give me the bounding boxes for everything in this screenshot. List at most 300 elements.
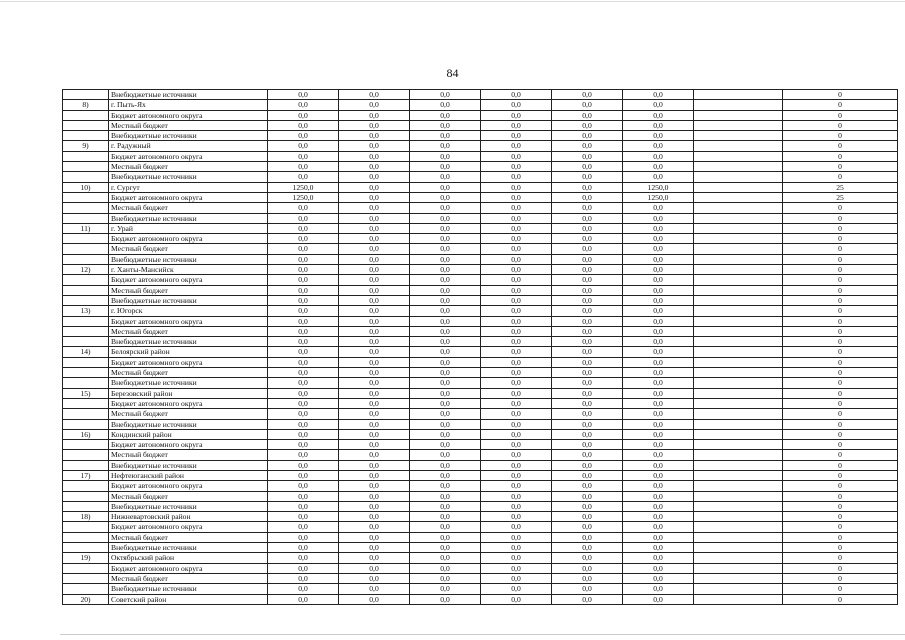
value-cell: 0,0 (481, 120, 552, 130)
table-row (63, 481, 898, 491)
last-value-cell: 0 (783, 481, 898, 491)
row-label: Внебюджетные источники (109, 584, 268, 594)
row-label: Бюджет автономного округа (109, 357, 268, 367)
value-cell: 0,0 (481, 553, 552, 563)
value-cell: 0,0 (339, 234, 410, 244)
table-row (63, 398, 898, 408)
row-index (63, 254, 109, 264)
last-value-cell: 0 (783, 285, 898, 295)
value-cell: 0,0 (552, 162, 623, 172)
value-cell: 0,0 (481, 563, 552, 573)
value-cell: 0,0 (623, 357, 694, 367)
last-value-cell: 0 (783, 254, 898, 264)
empty-cell (694, 512, 783, 522)
row-index: 18) (63, 512, 109, 522)
value-cell: 0,0 (481, 584, 552, 594)
last-value-cell: 0 (783, 244, 898, 254)
last-value-cell: 0 (783, 419, 898, 429)
value-cell: 0,0 (552, 223, 623, 233)
value-cell: 0,0 (623, 337, 694, 347)
value-cell: 0,0 (410, 429, 481, 439)
empty-cell (694, 481, 783, 491)
value-cell: 0,0 (552, 419, 623, 429)
value-cell: 0,0 (339, 90, 410, 100)
value-cell: 0,0 (552, 172, 623, 182)
empty-cell (694, 172, 783, 182)
value-cell: 0,0 (552, 388, 623, 398)
value-cell: 0,0 (623, 470, 694, 480)
empty-cell (694, 388, 783, 398)
row-index: 10) (63, 182, 109, 192)
table-row (63, 409, 898, 419)
value-cell: 0,0 (268, 172, 339, 182)
empty-cell (694, 563, 783, 573)
value-cell: 0,0 (268, 162, 339, 172)
value-cell: 0,0 (268, 460, 339, 470)
value-cell: 0,0 (410, 573, 481, 583)
table-row (63, 151, 898, 161)
table-row (63, 491, 898, 501)
value-cell: 0,0 (339, 347, 410, 357)
empty-cell (694, 419, 783, 429)
value-cell: 0,0 (623, 563, 694, 573)
table-row (63, 254, 898, 264)
value-cell: 0,0 (268, 553, 339, 563)
value-cell: 0,0 (339, 584, 410, 594)
value-cell: 0,0 (481, 419, 552, 429)
value-cell: 0,0 (268, 285, 339, 295)
value-cell: 0,0 (481, 398, 552, 408)
row-label: г. Сургут (109, 182, 268, 192)
value-cell: 0,0 (552, 553, 623, 563)
last-value-cell: 0 (783, 532, 898, 542)
value-cell: 0,0 (268, 429, 339, 439)
row-label: Внебюджетные источники (109, 90, 268, 100)
value-cell: 0,0 (623, 573, 694, 583)
table-row (63, 141, 898, 151)
row-index (63, 234, 109, 244)
row-index: 16) (63, 429, 109, 439)
value-cell: 0,0 (339, 594, 410, 604)
value-cell: 0,0 (268, 131, 339, 141)
last-value-cell: 0 (783, 326, 898, 336)
row-label: г. Ханты-Мансийск (109, 265, 268, 275)
value-cell: 0,0 (623, 234, 694, 244)
last-value-cell: 0 (783, 409, 898, 419)
value-cell: 0,0 (410, 594, 481, 604)
value-cell: 0,0 (481, 172, 552, 182)
value-cell: 0,0 (623, 378, 694, 388)
table-row (63, 90, 898, 100)
value-cell: 0,0 (410, 285, 481, 295)
value-cell: 0,0 (268, 491, 339, 501)
value-cell: 0,0 (552, 532, 623, 542)
last-value-cell: 0 (783, 563, 898, 573)
table-row (63, 450, 898, 460)
row-index (63, 131, 109, 141)
value-cell: 0,0 (623, 481, 694, 491)
empty-cell (694, 234, 783, 244)
row-label: Внебюджетные источники (109, 254, 268, 264)
value-cell: 0,0 (410, 553, 481, 563)
row-label: г. Пыть-Ях (109, 100, 268, 110)
value-cell: 0,0 (623, 151, 694, 161)
empty-cell (694, 316, 783, 326)
value-cell: 0,0 (410, 357, 481, 367)
row-label: Березовский район (109, 388, 268, 398)
value-cell: 0,0 (481, 265, 552, 275)
row-index: 15) (63, 388, 109, 398)
value-cell: 0,0 (623, 460, 694, 470)
value-cell: 0,0 (268, 573, 339, 583)
value-cell: 0,0 (623, 203, 694, 213)
value-cell: 0,0 (410, 234, 481, 244)
row-label: Советский район (109, 594, 268, 604)
value-cell: 0,0 (623, 90, 694, 100)
value-cell: 0,0 (410, 419, 481, 429)
empty-cell (694, 162, 783, 172)
value-cell: 0,0 (623, 100, 694, 110)
table-row (63, 419, 898, 429)
value-cell: 0,0 (410, 316, 481, 326)
row-label: Местный бюджет (109, 326, 268, 336)
empty-cell (694, 120, 783, 130)
value-cell: 0,0 (481, 182, 552, 192)
value-cell: 0,0 (268, 409, 339, 419)
empty-cell (694, 203, 783, 213)
value-cell: 0,0 (552, 100, 623, 110)
empty-cell (694, 378, 783, 388)
value-cell: 0,0 (339, 203, 410, 213)
table-row (63, 265, 898, 275)
value-cell: 0,0 (481, 347, 552, 357)
value-cell: 0,0 (410, 100, 481, 110)
table-row (63, 295, 898, 305)
value-cell: 0,0 (481, 295, 552, 305)
value-cell: 0,0 (268, 337, 339, 347)
value-cell: 0,0 (410, 398, 481, 408)
value-cell: 0,0 (623, 172, 694, 182)
row-index (63, 326, 109, 336)
value-cell: 0,0 (481, 522, 552, 532)
value-cell: 0,0 (339, 419, 410, 429)
empty-cell (694, 141, 783, 151)
value-cell: 0,0 (481, 512, 552, 522)
value-cell: 0,0 (410, 512, 481, 522)
value-cell: 0,0 (552, 450, 623, 460)
value-cell: 0,0 (623, 398, 694, 408)
value-cell: 0,0 (481, 532, 552, 542)
value-cell: 0,0 (268, 110, 339, 120)
row-index (63, 172, 109, 182)
value-cell: 0,0 (481, 543, 552, 553)
value-cell: 0,0 (410, 501, 481, 511)
last-value-cell: 0 (783, 584, 898, 594)
value-cell: 0,0 (481, 491, 552, 501)
value-cell: 0,0 (268, 244, 339, 254)
value-cell: 0,0 (410, 368, 481, 378)
row-index (63, 543, 109, 553)
row-label: Бюджет автономного округа (109, 275, 268, 285)
row-index (63, 440, 109, 450)
value-cell: 0,0 (481, 378, 552, 388)
value-cell: 0,0 (410, 440, 481, 450)
last-value-cell: 0 (783, 100, 898, 110)
empty-cell (694, 368, 783, 378)
row-index (63, 275, 109, 285)
value-cell: 0,0 (481, 368, 552, 378)
row-index (63, 450, 109, 460)
empty-cell (694, 594, 783, 604)
value-cell: 0,0 (410, 141, 481, 151)
value-cell: 0,0 (268, 450, 339, 460)
value-cell: 0,0 (481, 470, 552, 480)
value-cell: 0,0 (623, 131, 694, 141)
empty-cell (694, 532, 783, 542)
row-label: Кондинский район (109, 429, 268, 439)
last-value-cell: 0 (783, 594, 898, 604)
value-cell: 0,0 (552, 470, 623, 480)
last-value-cell: 0 (783, 131, 898, 141)
value-cell: 1250,0 (623, 182, 694, 192)
value-cell: 0,0 (552, 90, 623, 100)
value-cell: 0,0 (339, 543, 410, 553)
table-row (63, 553, 898, 563)
value-cell: 0,0 (623, 275, 694, 285)
row-index (63, 501, 109, 511)
empty-cell (694, 275, 783, 285)
value-cell: 0,0 (481, 501, 552, 511)
value-cell: 0,0 (481, 275, 552, 285)
row-index (63, 419, 109, 429)
value-cell: 0,0 (339, 265, 410, 275)
empty-cell (694, 223, 783, 233)
value-cell: 0,0 (268, 388, 339, 398)
value-cell: 0,0 (552, 203, 623, 213)
value-cell: 0,0 (481, 594, 552, 604)
value-cell: 0,0 (623, 388, 694, 398)
value-cell: 0,0 (339, 306, 410, 316)
value-cell: 0,0 (339, 532, 410, 542)
value-cell: 0,0 (623, 584, 694, 594)
value-cell: 0,0 (268, 295, 339, 305)
value-cell: 0,0 (268, 347, 339, 357)
last-value-cell: 0 (783, 120, 898, 130)
value-cell: 0,0 (552, 347, 623, 357)
table-row (63, 203, 898, 213)
row-index (63, 90, 109, 100)
row-label: Местный бюджет (109, 203, 268, 213)
last-value-cell: 0 (783, 90, 898, 100)
row-label: Бюджет автономного округа (109, 563, 268, 573)
value-cell: 0,0 (552, 285, 623, 295)
row-index (63, 337, 109, 347)
value-cell: 0,0 (481, 110, 552, 120)
value-cell: 0,0 (481, 244, 552, 254)
table-row (63, 573, 898, 583)
value-cell: 0,0 (339, 100, 410, 110)
value-cell: 0,0 (268, 141, 339, 151)
table-row (63, 347, 898, 357)
value-cell: 0,0 (339, 110, 410, 120)
value-cell: 0,0 (410, 388, 481, 398)
value-cell: 0,0 (268, 470, 339, 480)
row-label: Местный бюджет (109, 120, 268, 130)
table-row (63, 100, 898, 110)
row-index (63, 110, 109, 120)
value-cell: 0,0 (339, 563, 410, 573)
row-index: 20) (63, 594, 109, 604)
value-cell: 0,0 (268, 306, 339, 316)
value-cell: 0,0 (339, 573, 410, 583)
value-cell: 0,0 (410, 120, 481, 130)
value-cell: 0,0 (339, 131, 410, 141)
row-label: Белоярский район (109, 347, 268, 357)
value-cell: 0,0 (552, 594, 623, 604)
value-cell: 0,0 (268, 151, 339, 161)
value-cell: 0,0 (410, 543, 481, 553)
value-cell: 0,0 (623, 347, 694, 357)
value-cell: 0,0 (481, 151, 552, 161)
last-value-cell: 0 (783, 357, 898, 367)
value-cell: 0,0 (623, 409, 694, 419)
row-label: Бюджет автономного округа (109, 110, 268, 120)
value-cell: 0,0 (410, 90, 481, 100)
last-value-cell: 0 (783, 347, 898, 357)
row-label: Внебюджетные источники (109, 213, 268, 223)
last-value-cell: 0 (783, 203, 898, 213)
empty-cell (694, 131, 783, 141)
last-value-cell: 0 (783, 368, 898, 378)
value-cell: 0,0 (410, 182, 481, 192)
table-body (63, 90, 898, 605)
value-cell: 0,0 (339, 326, 410, 336)
table-row (63, 470, 898, 480)
value-cell: 0,0 (339, 316, 410, 326)
row-index (63, 120, 109, 130)
value-cell: 0,0 (481, 440, 552, 450)
row-label: Местный бюджет (109, 450, 268, 460)
value-cell: 0,0 (339, 429, 410, 439)
last-value-cell: 0 (783, 398, 898, 408)
last-value-cell: 0 (783, 512, 898, 522)
last-value-cell: 0 (783, 573, 898, 583)
value-cell: 0,0 (410, 522, 481, 532)
value-cell: 0,0 (268, 398, 339, 408)
value-cell: 0,0 (552, 234, 623, 244)
last-value-cell: 0 (783, 522, 898, 532)
last-value-cell: 25 (783, 182, 898, 192)
value-cell: 0,0 (552, 481, 623, 491)
value-cell: 0,0 (268, 203, 339, 213)
empty-cell (694, 244, 783, 254)
last-value-cell: 0 (783, 295, 898, 305)
value-cell: 0,0 (481, 162, 552, 172)
value-cell: 0,0 (268, 213, 339, 223)
last-value-cell: 0 (783, 470, 898, 480)
row-index (63, 244, 109, 254)
row-index: 14) (63, 347, 109, 357)
row-index (63, 481, 109, 491)
value-cell: 0,0 (481, 337, 552, 347)
row-label: Бюджет автономного округа (109, 522, 268, 532)
last-value-cell: 0 (783, 388, 898, 398)
value-cell: 0,0 (623, 285, 694, 295)
table-row (63, 316, 898, 326)
value-cell: 0,0 (481, 450, 552, 460)
value-cell: 0,0 (410, 563, 481, 573)
empty-cell (694, 543, 783, 553)
value-cell: 0,0 (552, 543, 623, 553)
value-cell: 0,0 (552, 141, 623, 151)
value-cell: 0,0 (552, 244, 623, 254)
empty-cell (694, 337, 783, 347)
empty-cell (694, 347, 783, 357)
value-cell: 0,0 (623, 491, 694, 501)
value-cell: 0,0 (481, 90, 552, 100)
row-label: Внебюджетные источники (109, 543, 268, 553)
value-cell: 0,0 (552, 131, 623, 141)
value-cell: 0,0 (552, 213, 623, 223)
value-cell: 0,0 (552, 295, 623, 305)
last-value-cell: 0 (783, 440, 898, 450)
scan-artifact-top (0, 1, 905, 2)
last-value-cell: 25 (783, 192, 898, 202)
value-cell: 0,0 (268, 563, 339, 573)
table-row (63, 440, 898, 450)
value-cell: 0,0 (623, 532, 694, 542)
value-cell: 0,0 (268, 316, 339, 326)
value-cell: 0,0 (410, 162, 481, 172)
empty-cell (694, 151, 783, 161)
value-cell: 0,0 (410, 151, 481, 161)
value-cell: 0,0 (268, 90, 339, 100)
value-cell: 0,0 (339, 120, 410, 130)
value-cell: 0,0 (481, 223, 552, 233)
value-cell: 0,0 (552, 254, 623, 264)
value-cell: 0,0 (410, 254, 481, 264)
row-label: Внебюджетные источники (109, 131, 268, 141)
value-cell: 0,0 (481, 409, 552, 419)
value-cell: 0,0 (268, 532, 339, 542)
value-cell: 0,0 (552, 491, 623, 501)
last-value-cell: 0 (783, 491, 898, 501)
value-cell: 0,0 (552, 110, 623, 120)
table-row (63, 172, 898, 182)
table-row (63, 162, 898, 172)
table-row (63, 594, 898, 604)
value-cell: 0,0 (623, 543, 694, 553)
last-value-cell: 0 (783, 172, 898, 182)
value-cell: 0,0 (623, 429, 694, 439)
last-value-cell: 0 (783, 543, 898, 553)
table-row (63, 110, 898, 120)
value-cell: 0,0 (623, 162, 694, 172)
value-cell: 0,0 (623, 501, 694, 511)
table-row (63, 326, 898, 336)
value-cell: 0,0 (339, 295, 410, 305)
empty-cell (694, 326, 783, 336)
row-index (63, 151, 109, 161)
table-row (63, 563, 898, 573)
value-cell: 0,0 (339, 285, 410, 295)
value-cell: 1250,0 (268, 192, 339, 202)
row-index (63, 532, 109, 542)
value-cell: 0,0 (339, 378, 410, 388)
value-cell: 0,0 (268, 378, 339, 388)
row-label: Местный бюджет (109, 573, 268, 583)
table-row (63, 378, 898, 388)
